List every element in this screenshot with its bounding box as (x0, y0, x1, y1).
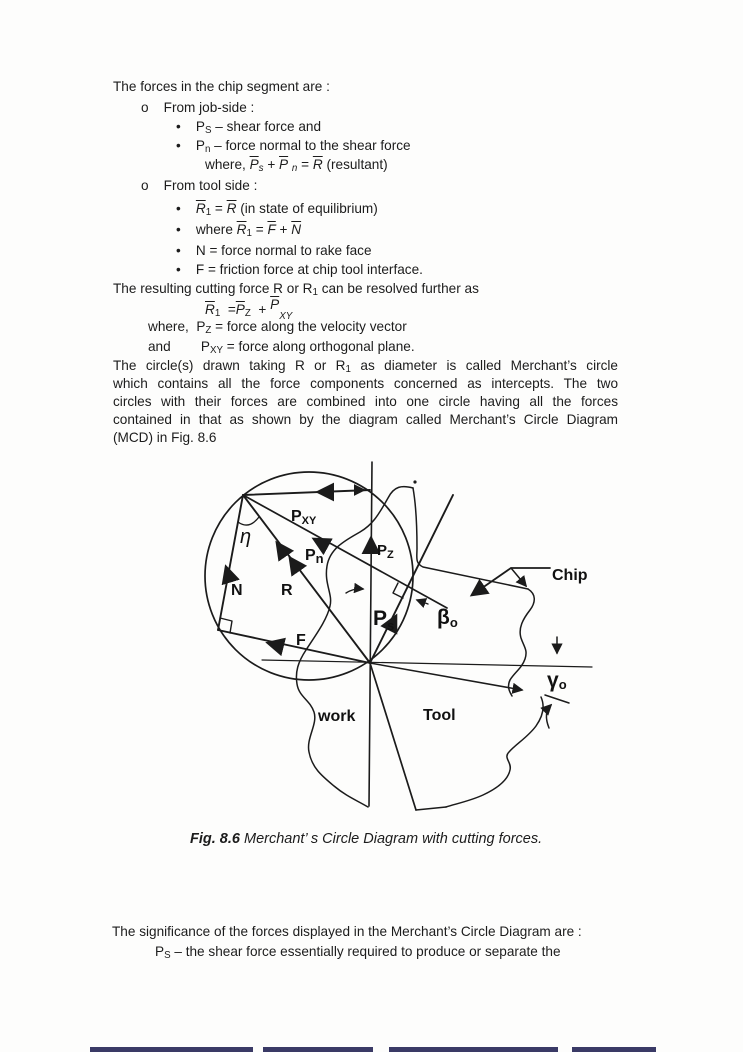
page-edge-artifact (90, 1047, 253, 1052)
horizontal-reference-line (262, 660, 592, 667)
figure-caption-text: Merchant’ s Circle Diagram with cutting forces. (239, 831, 543, 847)
label-chip: Chip (552, 567, 588, 584)
label-pxy: PXY (291, 508, 317, 527)
shear-angle-arrow-left (346, 589, 363, 593)
text-line-ps-shear: $P_S$ – the shear force essentially required to produce or separate the (155, 944, 561, 961)
label-pn: Pn (305, 547, 324, 566)
figure-caption (190, 831, 542, 847)
text-line-tool-side: o From tool side : (141, 178, 258, 193)
right-angle-marker-ps-pn (393, 583, 403, 598)
tool-right-wavy-edge (446, 697, 543, 807)
figure-caption-number: Fig. 8.6 (190, 831, 240, 847)
velocity-vertical-line (369, 462, 372, 806)
tool-bottom-edge (416, 807, 446, 810)
n-line (218, 495, 243, 630)
label-eta: η (240, 526, 252, 548)
paragraph-line: (MCD) in Fig. 8.6 (113, 430, 217, 445)
text-line-pxy-def: and $P_{XY}$ = force along orthogonal plane. (148, 339, 415, 356)
text-line-intro: The forces in the chip segment are : (113, 79, 330, 94)
text-line-resultant: where, $\overline{P}_s + \overline{P}$ $_n = \overline{R}$ (resultant) (205, 157, 388, 174)
paragraph-line: circles with their forces are combined into one circle having all the forces (113, 394, 618, 409)
text-line-n-def: • N = force normal to rake face (176, 243, 372, 258)
text-line-pz-def: where, $P_Z$ = force along the velocity vector (148, 319, 407, 336)
label-beta: βo (437, 606, 458, 630)
text-line-significance: The significance of the forces displayed in the Merchant’s Circle Diagram are : (112, 924, 582, 939)
chip-leader-branch (511, 568, 526, 586)
eta-angle-arc (238, 517, 259, 525)
equation-r1: $\overline{R}_1 =\overline{P}_Z + \overline{P}_{XY}$ (205, 297, 293, 322)
text-line-r1-fn: • where $\overline{R}_1 = \overline{F} + \overline{N}$ (176, 222, 302, 239)
paragraph-line: contained in that as shown by the diagram called Merchant’s Circle Diagram (113, 412, 618, 427)
label-r: R (281, 582, 293, 599)
text-line-f-def: • F = friction force at chip tool interface. (176, 262, 423, 277)
label-ps: $P_s$ (373, 607, 395, 633)
label-f: F (296, 632, 306, 649)
paragraph-line: which contains all the force components concerned as intercepts. The two (113, 376, 618, 391)
f-line (218, 630, 370, 663)
label-pz: $P_Z$ (377, 542, 394, 561)
chip-left-edge (413, 488, 528, 589)
tool-left-edge (370, 663, 416, 810)
r-arrow-2 (290, 558, 297, 568)
chip-leader-line (472, 568, 550, 595)
page-edge-artifact (389, 1047, 558, 1052)
pn-arrow (314, 539, 323, 544)
text-line-resolve: The resulting cutting force R or $R_1$ can be resolved further as (113, 281, 479, 298)
label-tool: Tool (423, 707, 456, 724)
text-line-pn-def: • $P_n$ – force normal to the shear force (176, 138, 411, 155)
page-edge-artifact (263, 1047, 373, 1052)
chip-right-wavy-edge (509, 589, 535, 696)
paragraph-line: The circle(s) drawn taking R or $R_1$ as diameter is called Merchant’s circle (113, 358, 618, 375)
beta-angle-arrow (417, 600, 428, 604)
shear-plane-line (370, 495, 453, 663)
text-line-r1-eq: • $\overline{R}_1 = \overline{R}$ (in state of equilibrium) (176, 201, 378, 218)
gamma-curved-arrow (546, 705, 551, 728)
label-gamma: γo (547, 669, 567, 692)
pxy-line (243, 490, 370, 495)
text-line-job-side: o From job-side : (141, 100, 255, 115)
chip-peak-dot (413, 480, 416, 483)
label-n: N (231, 582, 243, 599)
label-work: work (318, 708, 356, 725)
rake-angle-tick (545, 695, 569, 703)
page-edge-artifact (572, 1047, 656, 1052)
text-line-ps-def: • $P_S$ – shear force and (176, 119, 322, 136)
rake-angle-line (370, 663, 522, 690)
